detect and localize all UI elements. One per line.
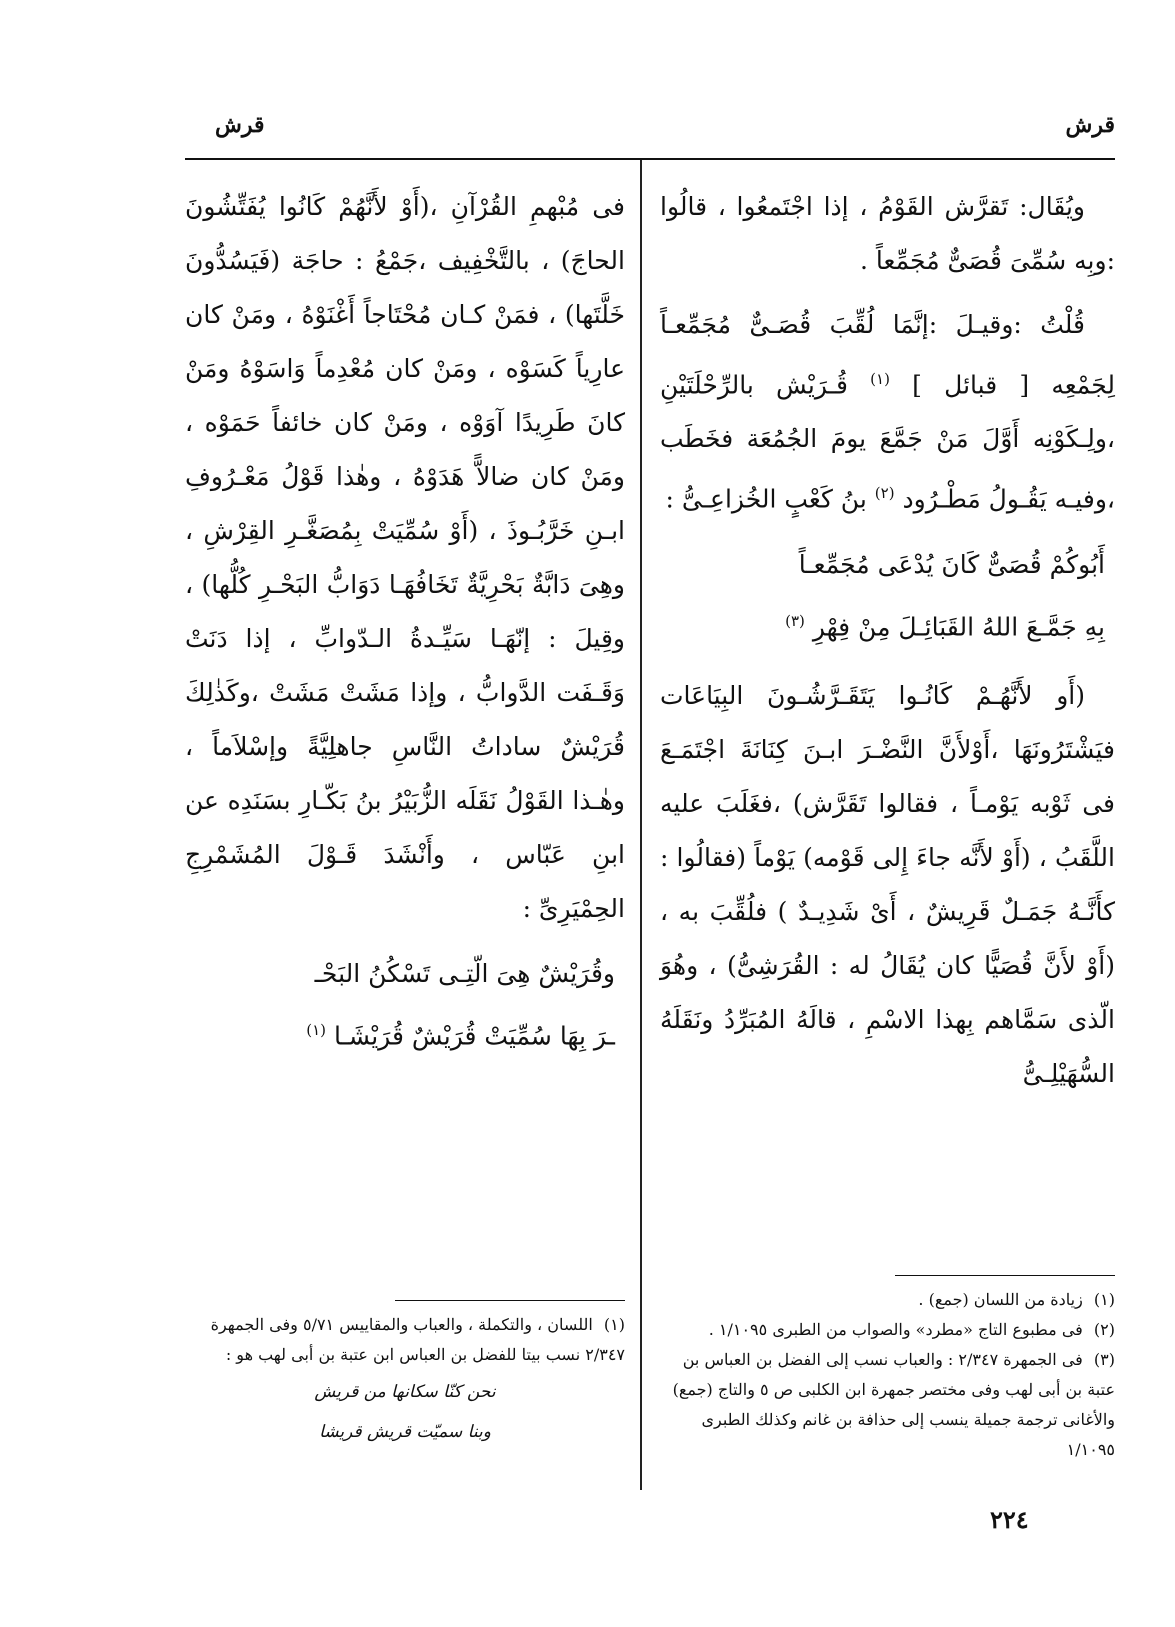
left-verse-line-2-text: ـرَ بِهَا سُمِّيَتْ قُرَيْشٌ قُرَيْشَـا [333,1021,615,1051]
right-paragraph-2 [660,298,1115,527]
footnote-ref-3: (٣) [785,611,805,630]
footnote [660,1315,1115,1345]
running-header-left: قرش [215,112,265,138]
footnote-text: فى مطبوع التاج «مطرد» والصواب من الطبرى ١/١٠٩٥ . [708,1320,1083,1339]
right-paragraph-3: (أَو لأَنَّهُـمْ كَانُـوا يَتَقَـرَّشُـونَ البِيَاعَات فيَشْتَرُونَهَا ،أَوْلأَنَّ النَّضْـرَ ابـنَ كِنَانَةَ اجْتَمَـعَ فى ثَوْبه يَوْمـاً ، فقالوا تَقَرَّش) ،فغَلَبَ عليه اللَّقَبُ ، (أَوْ لأَنَّه جاءَ إِلى قَوْمه) يَوْماً (فقالُوا : كأَنَّـهُ جَمَـلٌ قَرِيشٌ ، أَىْ شَدِيـدٌ ) فلُقِّبَ به ، (أَوْ لأَنَّ قُصَيًّا كان يُقَالُ له : القُرَشِىُّ) ، وهُوَ الّذى سَمَّاهم بِهذا الاسْمِ ، قالَهُ المُبَرِّدُ ونَقَلَهُ السُّهَيْلِـىُّ [660,680,1115,1088]
footnote-number: (١) [603,1315,625,1334]
header-rule [185,158,1115,160]
right-paragraph-2-part-a: قُلْتُ :وقيـلَ :إنَّمَا لُقِّبَ قُصَـىٌّ مُجَمِّعـاً لِجَمْعِه [ قبائل ] [660,310,1115,400]
column-divider [640,160,642,1490]
right-verse-line-2 [660,593,1105,655]
left-verse-line-2 [185,1002,615,1064]
footnote-text: اللسان ، والتكملة ، والعباب والمقاييس ٥/٧١ وفى الجمهرة ٢/٣٤٧ نسب بيتا للفضل بن العباس ابن عتبة بن أبى لهب هو : [210,1315,625,1364]
footnote-text: فى الجمهرة ٢/٣٤٧ : والعباب نسب إلى الفضل بن العباس بن عتبة بن أبى لهب وفى مختصر جمهرة ابن الكلبى ص ٥ والتاج (جمع) والأغانى ترجمة جميلة ينسب إلى حذافة بن غانم وكذلك الطبرى ١/١٠٩٥ [672,1350,1115,1459]
footnote-text: زيادة من اللسان (جمع) . [918,1290,1083,1309]
footnote [660,1345,1115,1465]
page-number: ٢٢٤ [990,1505,1029,1534]
footnote-verse-line-2: وبنا سميّت قريش قريشا [319,1422,491,1442]
left-footnote-ref-1: (١) [306,1021,327,1039]
right-verse [660,537,1115,655]
left-paragraph-1: فى مُبْهمِ القُرْآنِ ،(أَوْ لأَنَّهُمْ كَانُوا يُفَتِّشُونَ الحاجَ) ، بالتَّخْفِيف ،جَمْعُ : حاجَة (فَيَسُدُّونَ خَلَّتَها) ، فمَنْ كـان مُحْتَاجاً أَغْنَوْهُ ، ومَنْ كان عارِياً كَسَوْه ، ومَنْ كان مُعْدِماً وَاسَوْهُ ومَنْ كانَ طَرِيدًا آوَوْه ، ومَنْ كان خائفاً حَمَوْه ، ومَنْ كان ضالاًّ هَدَوْهُ ، وهٰذا قَوْلُ مَعْـرُوفِ ابـنِ خَرَّبُـوذَ ، (أَوْ سُمِّيَتْ بِمُصَغَّـرِ القِرْشِ ، وهِىَ دَابَّةٌ بَحْرِيَّةٌ تَخَافُهَـا دَوَابُّ البَحْـرِ كُلُّها) ، وقِيلَ : إنّهَـا سَيِّـدةُ الـدّوابِّ ، إذا دَنَتْ وَقَـفَت الدَّوابُّ ، وإذا مَشَتْ مَشَتْ ،وكَذٰلِكَ قُرَيْشٌ ساداتُ النَّاسِ جاهلِيَّةً وإسْلاَماً ، وهٰـذا القَوْلُ نَقَلَه الزُّبَيْرُ بنُ بَكّـارِ بسَنَدِه عن ابنِ عَبّاس ، وأَنْشَدَ قَـوْلَ المُشَمْرِجِ الحِمْيَرِىِّ : [185,192,625,923]
right-column [660,180,1115,1111]
right-verse-line-1: أَبُوكُمْ قُصَىٌّ كَانَ يُدْعَى مُجَمِّعـاً [798,549,1105,579]
footnote [185,1310,625,1370]
left-verse [185,946,625,1064]
left-verse-line-1: وقُرَيْشٌ هِىَ الّتِـى تَسْكُنُ البَحْـ [314,959,615,988]
footnotes-right [660,1285,1115,1465]
footnote-number: (١) [1093,1290,1115,1309]
footnotes-left [185,1310,625,1450]
left-column [185,180,625,1078]
footnote-rule-left [395,1300,625,1301]
footnote [660,1285,1115,1315]
footnote-ref-1: (١) [870,370,890,388]
right-verse-line-2-text: بِهِ جَمَّـعَ اللهُ القَبَائِـلَ مِنْ فِهْرِ [812,611,1105,641]
footnote-number: (٢) [1093,1320,1115,1339]
right-paragraph-1: ويُقَال: تَقرَّش القَوْمُ ، إذا اجْتَمعُوا ، قالُوا :وبِه سُمِّىَ قُصَىٌّ مُجَمِّعاً . [660,192,1115,275]
right-paragraph-2-part-c: بنُ كَعْبٍ الخُزاعِـىُّ : [665,484,867,514]
right-paragraph-2-part-b: قُـرَيْش بالرِّحْلَتَيْنِ ،ولِـكَوْنِه أَوَّلَ مَنْ جَمَّعَ يومَ الجُمُعَة فخَطَب ،وفيـه يَقُـولُ مَطْـرُود [660,370,1115,514]
footnote-verse-line-1: نحن كنّا سكانها من قريش [314,1382,496,1402]
footnote-number: (٣) [1093,1350,1115,1369]
footnote-ref-2: (٢) [874,484,895,503]
footnote-rule-right [895,1275,1115,1276]
running-header-right: قرش [1065,112,1115,138]
